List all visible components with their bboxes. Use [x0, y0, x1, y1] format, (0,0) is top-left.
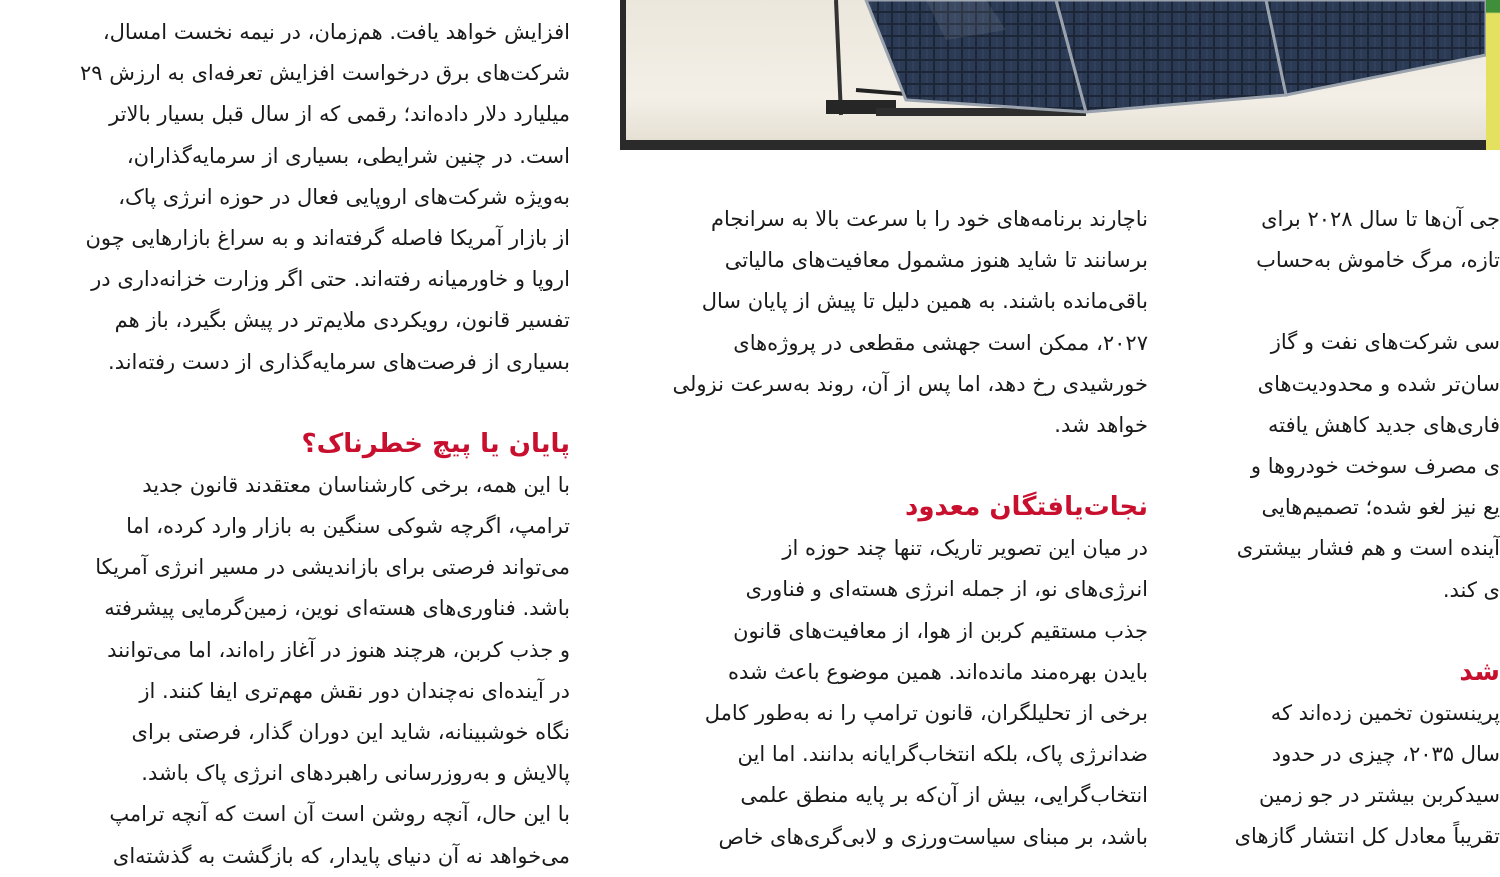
text-line: میلیارد دلار داده‌اند؛ رقمی که از سال قبل بسیار بالاتر: [109, 102, 570, 127]
text-line: به‌ویژه شرکت‌های اروپایی فعال در حوزه انرژی پاک،: [118, 184, 570, 209]
text-line: ترامپ، اگرچه شوکی سنگین به بازار وارد کرده، اما: [126, 514, 570, 539]
text-line: پالایش و به‌روزرسانی راهبردهای انرژی پاک باشد.: [141, 761, 570, 786]
text-line: ی مصرف سوخت خودروها و: [1250, 454, 1500, 479]
text-line: انرژی‌های نو، از جمله انرژی هسته‌ای و فناوری: [745, 577, 1148, 602]
article-column-middle: [620, 199, 1148, 858]
paragraph-top: [1198, 199, 1500, 281]
text-line: برخی از تحلیلگران، قانون ترامپ را نه به‌طور کامل: [704, 701, 1148, 726]
text-line: خواهد شد.: [1054, 413, 1148, 438]
photo-background: [626, 0, 1494, 140]
text-line: تفسیر قانون، رویکردی ملایم‌تر در پیش بگیرد، باز هم: [114, 308, 570, 333]
text-line: تازه، مرگ خاموش به‌حساب: [1256, 248, 1500, 273]
text-line: جذب مستقیم کربن از هوا، از معافیت‌های قانون: [733, 618, 1148, 643]
text-line: باقی‌مانده باشند. به همین دلیل تا پیش از پایان سال: [701, 289, 1148, 314]
text-line: برسانند تا شاید هنوز مشمول معافیت‌های مالیاتی: [724, 248, 1148, 273]
text-line: در آینده‌ای نه‌چندان دور نقش مهم‌تری ایفا کنند. از: [139, 678, 570, 703]
paragraph-bottom: [620, 528, 1148, 858]
solar-panel-illustration: [626, 0, 1494, 140]
text-line: ناچارند برنامه‌های خود را با سرعت بالا به سرانجام: [710, 207, 1148, 231]
text-line: با این حال، آنچه روشن است آن است که آنچه ترامپ: [109, 802, 570, 827]
paragraph-bottom: [42, 465, 570, 877]
text-line: افزایش خواهد یافت. هم‌زمان، در نیمه نخست امسال،: [102, 20, 570, 44]
article-column-left: [42, 12, 570, 877]
text-line: نگاه خوشبینانه، شاید این دوران گذار، فرصتی برای: [131, 720, 570, 745]
text-line: سیدکربن بیشتر در جو زمین: [1259, 783, 1500, 808]
text-line: فاری‌های جدید کاهش یافته: [1268, 412, 1500, 437]
text-line: شرکت‌های برق درخواست افزایش تعرفه‌ای به ارزش ۲۹: [80, 61, 570, 86]
text-line: پرینستون تخمین زده‌اند که: [1270, 700, 1500, 725]
text-line: می‌تواند فرصتی برای بازاندیشی در مسیر انرژی آمریکا: [95, 555, 570, 580]
text-line: ۲۰۲۷، ممکن است جهشی مقطعی در پروژه‌های: [733, 330, 1148, 355]
paragraph-bottom: [1198, 693, 1500, 858]
text-line: باشد. فناوری‌های هسته‌ای نوین، زمین‌گرمایی پیشرفته: [104, 596, 570, 621]
text-line: تقریباً معادل کل انتشار گازهای: [1234, 824, 1500, 849]
text-line: اروپا و خاورمیانه رفته‌اند. حتی اگر وزارت خزانه‌داری در: [91, 267, 570, 292]
text-line: خورشیدی رخ دهد، اما پس از آن، روند به‌سرعت نزولی: [672, 371, 1148, 396]
text-line: جی آن‌ها تا سال ۲۰۲۸ برای: [1261, 207, 1500, 231]
paragraph-top: [42, 12, 570, 383]
section-heading: شد: [1459, 656, 1500, 687]
photo-edge-graphic: [1486, 0, 1500, 150]
text-line: سان‌تر شده و محدودیت‌های: [1257, 371, 1500, 396]
text-line: است. در چنین شرایطی، بسیاری از سرمایه‌گذاران،: [126, 143, 570, 168]
article-column-right: [1198, 199, 1500, 858]
text-line: آینده است و هم فشار بیشتری: [1236, 536, 1500, 561]
text-line: در میان این تصویر تاریک، تنها چند حوزه از: [782, 536, 1148, 561]
text-line: سال ۲۰۳۵، چیزی در حدود: [1271, 742, 1500, 767]
paragraph-top: [620, 199, 1148, 446]
section-heading: پایان یا پیچ خطرناک؟: [301, 428, 570, 459]
paragraph-middle: [1198, 322, 1500, 610]
text-line: با این همه، برخی کارشناسان معتقدند قانون جدید: [142, 472, 570, 497]
text-line: انتخاب‌گرایی، بیش از آن‌که بر پایه منطق علمی: [740, 783, 1148, 808]
section-heading: نجات‌یافتگان معدود: [905, 492, 1148, 523]
text-line: بسیاری از فرصت‌های سرمایه‌گذاری از دست رفته‌اند.: [108, 349, 570, 374]
text-line: یع نیز لغو شده؛ تصمیم‌هایی: [1261, 495, 1500, 520]
solar-panels-photo: [620, 0, 1500, 150]
text-line: باشد، بر مبنای سیاست‌ورزی و لابی‌گری‌های خاص: [718, 824, 1148, 849]
text-line: ی کند.: [1442, 577, 1500, 602]
text-line: و جذب کربن، هرچند هنوز در آغاز راه‌اند، اما می‌توانند: [107, 637, 570, 662]
text-line: سی شرکت‌های نفت و گاز: [1270, 330, 1500, 355]
text-line: ضدانرژی پاک، بلکه انتخاب‌گرایانه بدانند. اما این: [737, 742, 1148, 767]
text-line: بایدن بهره‌مند مانده‌اند. همین موضوع باعث شده: [727, 659, 1148, 684]
text-line: از بازار آمریکا فاصله گرفته‌اند و به سراغ بازارهایی چون: [85, 226, 570, 251]
text-line: می‌خواهد نه آن دنیای پایدار، که بازگشت به گذشته‌ای: [112, 843, 570, 868]
